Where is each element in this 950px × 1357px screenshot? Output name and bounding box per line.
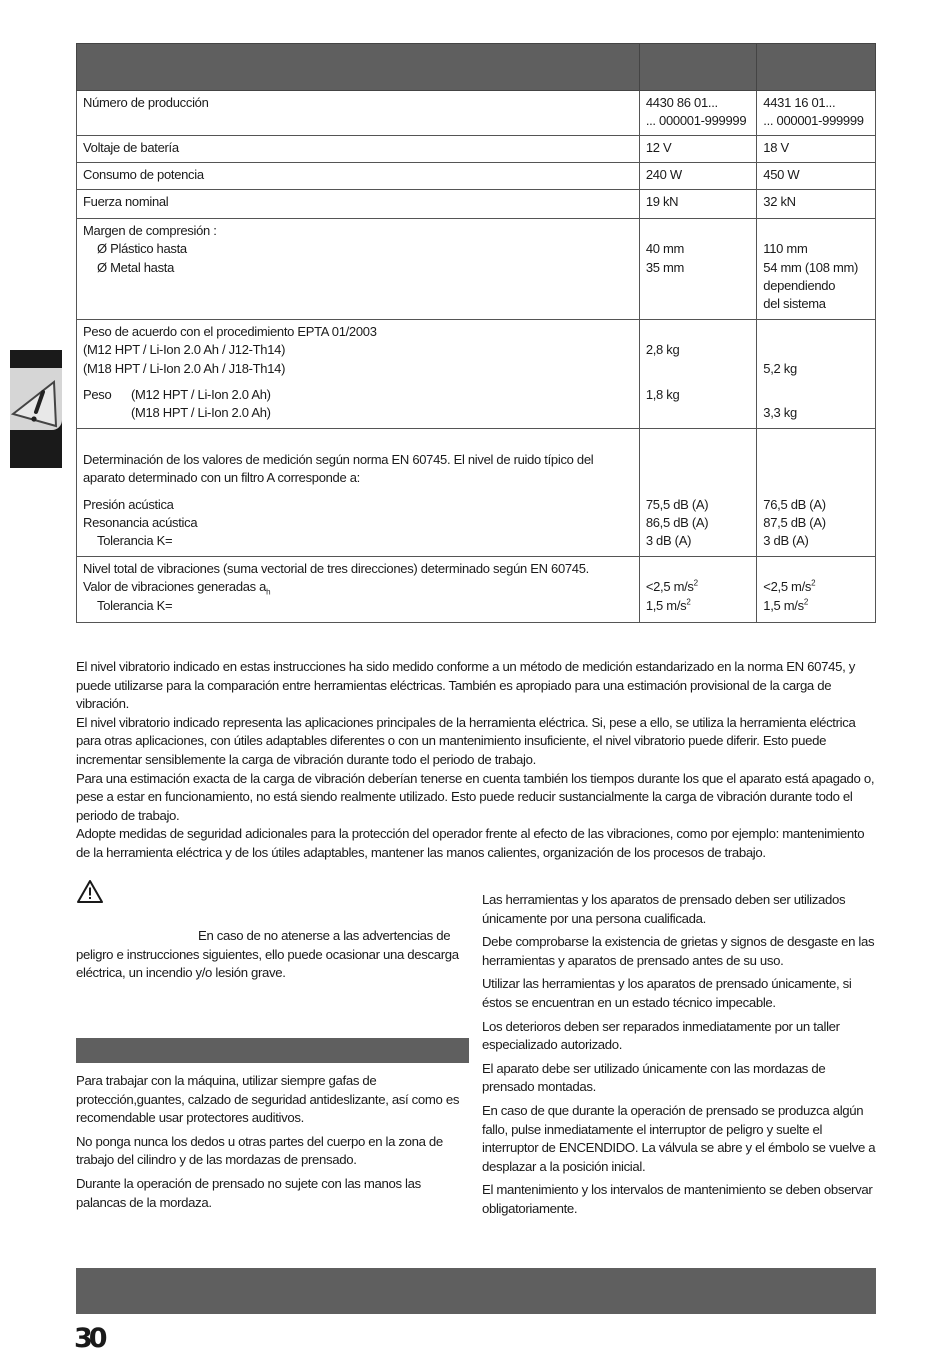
value-text: 1,5 m/s bbox=[645, 597, 687, 613]
noise-cell bbox=[77, 429, 640, 557]
superscript: 2 bbox=[803, 597, 808, 607]
table-row bbox=[77, 320, 876, 429]
value-text: dependiendo bbox=[763, 277, 836, 293]
weight-m12: (M12 HPT / Li-Ion 2.0 Ah / J12-Th14) bbox=[83, 342, 286, 358]
vibration-paragraphs bbox=[76, 658, 876, 863]
subscript: h bbox=[266, 587, 271, 597]
value-cell bbox=[757, 557, 876, 623]
noise-pressure-label: Presión acústica bbox=[83, 496, 174, 512]
peso-m12: (M12 HPT / Li-Ion 2.0 Ah) bbox=[131, 386, 271, 402]
peso-label: Peso bbox=[83, 386, 112, 402]
warning-text: En caso de no atenerse a las advertencias de peligro e instrucciones siguientes, ello puede ocasionar una descarga eléctrica, un incendio y/o lesión grave. bbox=[76, 928, 459, 981]
header-cell bbox=[639, 44, 756, 91]
table-header-row bbox=[77, 44, 876, 91]
value-text: <2,5 m/s bbox=[645, 579, 694, 595]
value-text: 86,5 dB (A) bbox=[645, 514, 709, 530]
table-row bbox=[77, 429, 876, 557]
value-text: 75,5 dB (A) bbox=[645, 496, 709, 512]
value-text: 40 mm bbox=[645, 241, 685, 257]
value-text: 87,5 dB (A) bbox=[763, 514, 826, 530]
table-row bbox=[77, 136, 876, 163]
row-label: Número de producción bbox=[77, 91, 640, 136]
safety-paragraph: Utilizar las herramientas y los aparatos de prensado únicamente, si éstos se encuentran en un estado técnico impecable. bbox=[482, 976, 852, 1010]
value-text: 3 dB (A) bbox=[645, 533, 692, 549]
value-cell: 19 kN bbox=[639, 190, 756, 219]
value-text: 1,8 kg bbox=[645, 386, 680, 402]
weight-m18: (M18 HPT / Li-Ion 2.0 Ah / J18-Th14) bbox=[83, 360, 286, 376]
value-cell: 12 V bbox=[639, 136, 756, 163]
value-text: 110 mm bbox=[763, 241, 808, 257]
safety-paragraph: No ponga nunca los dedos u otras partes del cuerpo en la zona de trabajo del cilindro y de las mordazas de prensado. bbox=[76, 1133, 443, 1168]
value-cell bbox=[639, 219, 756, 320]
vibration-cell bbox=[77, 557, 640, 623]
page-number: 30 bbox=[74, 1323, 104, 1354]
value-text: <2,5 m/s bbox=[763, 579, 812, 595]
value-cell: 18 V bbox=[757, 136, 876, 163]
noise-resonance-label: Resonancia acústica bbox=[83, 514, 198, 530]
safety-paragraph: Para trabajar con la máquina, utilizar siempre gafas de protección,guantes, calzado de seguridad antideslizante, así como es recomendable usar protectores auditivos. bbox=[76, 1073, 460, 1126]
safety-paragraph: Los deterioros deben ser reparados inmediatamente por un taller especializado autorizado. bbox=[482, 1018, 840, 1053]
side-warning-card bbox=[10, 368, 62, 430]
vibration-value-label: Valor de vibraciones generadas a bbox=[83, 579, 267, 595]
side-warning-icon bbox=[10, 368, 62, 430]
peso-m18: (M18 HPT / Li-Ion 2.0 Ah) bbox=[131, 405, 271, 421]
safety-paragraph: El aparato debe ser utilizado únicamente con las mordazas de prensado montadas. bbox=[482, 1060, 826, 1095]
specs-table bbox=[76, 43, 876, 623]
value-cell: 4430 86 01... ... 000001-999999 bbox=[639, 91, 756, 136]
header-cell bbox=[77, 44, 640, 91]
superscript: 2 bbox=[811, 578, 816, 588]
side-language-tab bbox=[10, 350, 62, 468]
value-text: 2,8 kg bbox=[645, 342, 680, 358]
value-text: 3 dB (A) bbox=[763, 533, 809, 549]
noise-intro: Determinación de los valores de medición según norma EN 60745. El nivel de ruido típico del aparato determinado con un filtro A corresponde a: bbox=[83, 452, 594, 486]
vibration-paragraph: Adopte medidas de seguridad adicionales para la protección del operador frente al efecto de las vibraciones, como por ejemplo: mantenimiento de la herramienta eléctrica y de los útiles adaptables, mantener las manos calientes, organización de los procesos de trabajo. bbox=[76, 826, 865, 860]
value-cell: 32 kN bbox=[757, 190, 876, 219]
warning-icon bbox=[76, 879, 104, 904]
value-text: 35 mm bbox=[645, 259, 685, 275]
vibration-tolerance-label: Tolerancia K= bbox=[97, 597, 173, 613]
range-cell bbox=[77, 219, 640, 320]
row-label: Fuerza nominal bbox=[77, 190, 640, 219]
noise-tolerance-label: Tolerancia K= bbox=[97, 533, 173, 549]
weight-label: Peso de acuerdo con el procedimiento EPTA 01/2003 bbox=[83, 324, 377, 339]
safety-paragraph: En caso de que durante la operación de prensado se produzca algún fallo, pulse inmediatamente el interruptor de peligro y suelte el interruptor de ENCENDIDO. La válvula se abre y el émbolo se vuelve a desplazar a la posición inicial. bbox=[482, 1102, 876, 1174]
right-safety-column bbox=[482, 891, 876, 1224]
table-row bbox=[77, 557, 876, 623]
value-cell: 4431 16 01... ... 000001-999999 bbox=[757, 91, 876, 136]
row-label: Voltaje de batería bbox=[77, 136, 640, 163]
range-label: Margen de compresión : bbox=[83, 223, 217, 238]
safety-paragraph: Las herramientas y los aparatos de prensado deben ser utilizados únicamente por una persona cualificada. bbox=[482, 892, 846, 926]
table-row bbox=[77, 219, 876, 320]
safety-paragraph: El mantenimiento y los intervalos de mantenimiento se deben observar obligatoriamente. bbox=[482, 1182, 873, 1216]
safety-paragraph: Durante la operación de prensado no sujete con las manos las palancas de la mordaza. bbox=[76, 1175, 421, 1210]
superscript: 2 bbox=[686, 597, 691, 607]
value-cell: 240 W bbox=[639, 163, 756, 190]
vibration-paragraph: El nivel vibratorio indicado representa las aplicaciones principales de la herramienta eléctrica. Si, pese a ello, se utiliza la herramienta eléctrica para otras aplicaciones, con útiles adaptables diferentes o con un mantenimiento insuficiente, el nivel vibratorio puede diferir. Esto puede incrementar sensiblemente la carga de vibración durante todo el periodo de trabajo. bbox=[76, 714, 856, 767]
value-cell: 450 W bbox=[757, 163, 876, 190]
header-cell bbox=[757, 44, 876, 91]
vibration-intro: Nivel total de vibraciones (suma vectorial de tres direcciones) determinado según EN 60745. bbox=[83, 561, 589, 576]
section-heading-bar bbox=[76, 1038, 469, 1063]
value-text: 76,5 dB (A) bbox=[763, 496, 826, 512]
table-row bbox=[77, 91, 876, 136]
value-cell bbox=[757, 429, 876, 557]
range-plastic: Ø Plástico hasta bbox=[97, 241, 187, 257]
value-cell bbox=[757, 320, 876, 429]
safety-paragraph: Debe comprobarse la existencia de grietas y signos de desgaste en las herramientas y aparatos de prensado antes de su uso. bbox=[482, 934, 875, 968]
weight-cell bbox=[77, 320, 640, 429]
value-text: 54 mm (108 mm) bbox=[763, 259, 859, 275]
value-text: 1,5 m/s bbox=[763, 597, 804, 613]
table-row bbox=[77, 190, 876, 219]
range-metal: Ø Metal hasta bbox=[97, 259, 175, 275]
footer-heading-bar bbox=[76, 1268, 876, 1314]
value-cell bbox=[757, 219, 876, 320]
value-text: 3,3 kg bbox=[763, 405, 797, 421]
value-text: 5,2 kg bbox=[763, 360, 797, 376]
left-safety-column bbox=[76, 1072, 468, 1217]
value-text: del sistema bbox=[763, 296, 826, 312]
value-cell bbox=[639, 320, 756, 429]
table-row bbox=[77, 163, 876, 190]
value-cell bbox=[639, 429, 756, 557]
vibration-paragraph: Para una estimación exacta de la carga de vibración deberían tenerse en cuenta también los tiempos durante los que el aparato está apagado o, pese a estar en funcionamiento, no está siendo realmente utilizado. Esto puede reducir sustancialmente la carga de vibración durante todo el periodo de trabajo. bbox=[76, 770, 875, 823]
value-cell bbox=[639, 557, 756, 623]
row-label: Consumo de potencia bbox=[77, 163, 640, 190]
vibration-paragraph: El nivel vibratorio indicado en estas instrucciones ha sido medido conforme a un método de medición estandarizado en la norma EN 60745, y puede utilizarse para la comparación entre herramientas eléctricas. También es apropiado para una estimación provisional de la carga de vibración. bbox=[76, 659, 855, 712]
superscript: 2 bbox=[693, 578, 698, 588]
